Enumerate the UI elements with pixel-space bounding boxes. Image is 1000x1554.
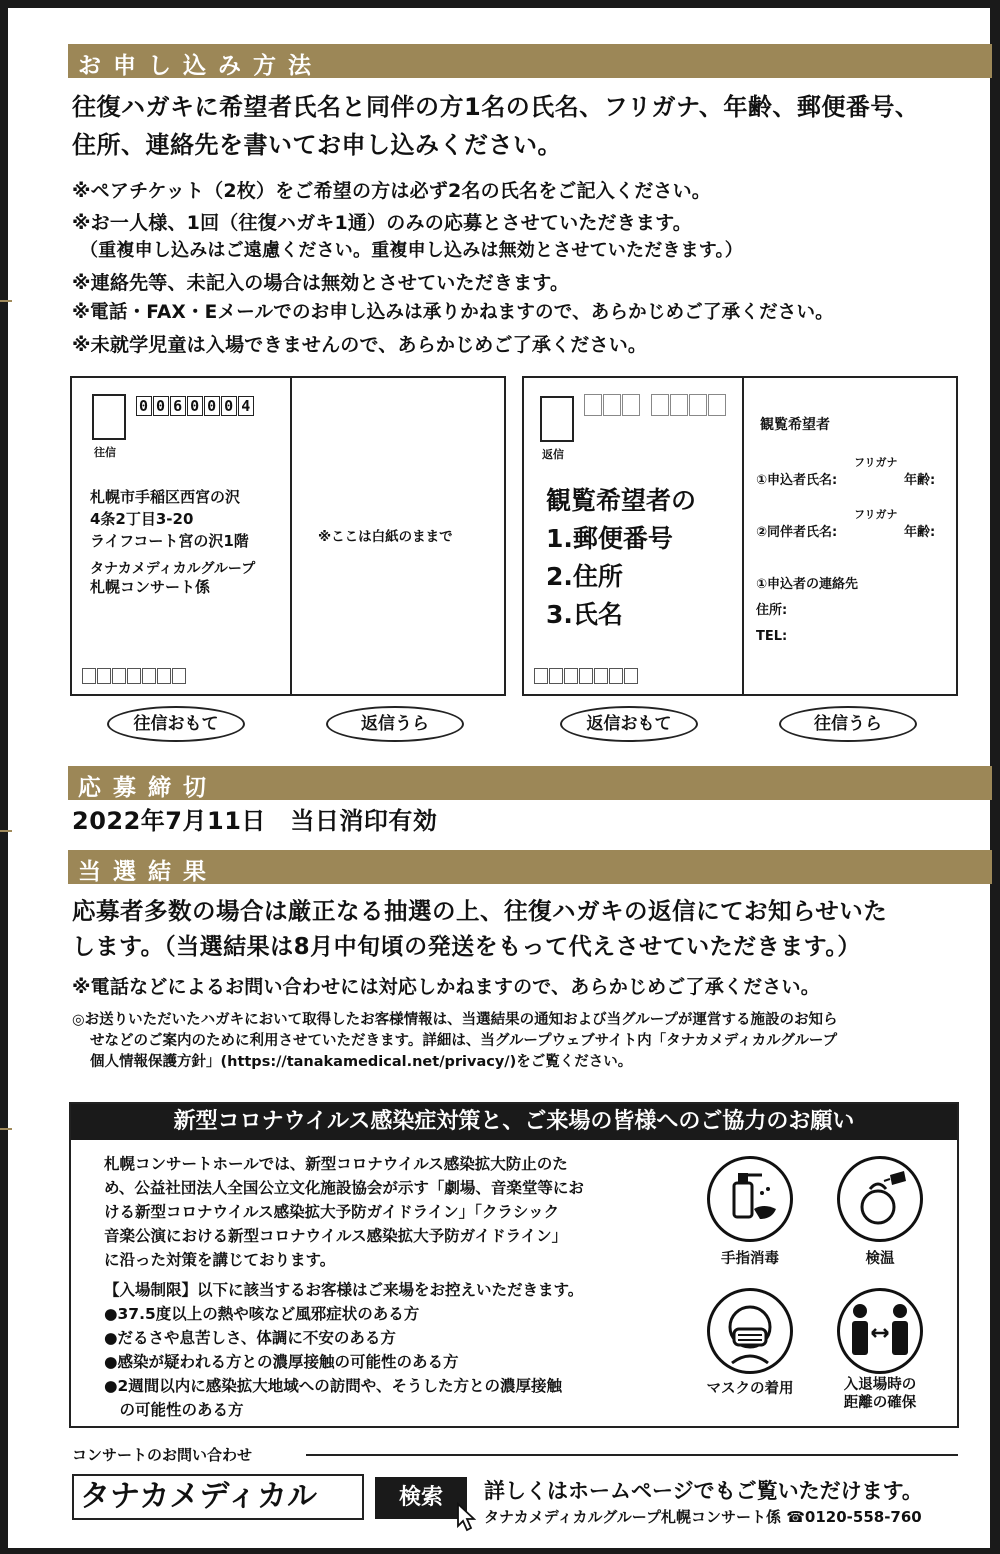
- card-divider: [742, 378, 744, 694]
- address-line: 4条2丁目3-20: [90, 510, 194, 528]
- section-bar-deadline: [68, 766, 992, 800]
- covid-restriction-line: 【入場制限】以下に該当するお客様はご来場をお控えいただきます。: [104, 1281, 584, 1299]
- apply-note: ※連絡先等、未記入の場合は無効とさせていただきます。: [72, 272, 570, 294]
- furigana-label: フリガナ: [854, 508, 898, 521]
- apply-lead-line1: 往復ハガキに希望者氏名と同伴の方1名の氏名、フリガナ、年齢、郵便番号、: [72, 93, 920, 121]
- apply-note: ※電話・FAX・Eメールでのお申し込みは承りかねますので、あらかじめご了承ください。: [72, 302, 834, 323]
- form-title: 観覧希望者: [760, 417, 830, 433]
- card-side-label: 返信おもて: [560, 706, 698, 742]
- frame-left: [0, 0, 8, 1554]
- postal-digit: 0: [153, 396, 169, 416]
- stamp-box: [540, 396, 574, 442]
- card-side-label: 返信うら: [326, 706, 464, 742]
- postal-digit: 0: [187, 396, 203, 416]
- recipient-line: タナカメディカルグループ: [90, 561, 256, 577]
- card-side-label: 往信おもて: [107, 706, 245, 742]
- reply-instruction: 観覧希望者の: [546, 486, 697, 515]
- apply-note: ※お一人様、1回（往復ハガキ1通）のみの応募とさせていただきます。: [72, 212, 692, 234]
- age-label: 年齢:: [904, 473, 936, 488]
- companion-name-label: ②同伴者氏名:: [756, 525, 838, 540]
- stamp-label: 返信: [542, 448, 564, 461]
- covid-intro-line: ける新型コロナウイルス感染拡大予防ガイドライン」「クラシック: [104, 1203, 560, 1221]
- homepage-text: 詳しくはホームページでもご覧いただけます。: [484, 1479, 923, 1503]
- icon-label: 距離の確保: [843, 1395, 917, 1411]
- frame-top: [0, 0, 1000, 8]
- tel-label: TEL:: [756, 629, 788, 644]
- stamp-box: [92, 394, 126, 440]
- result-note: ※電話などによるお問い合わせには対応しかねますので、あらかじめご了承ください。: [72, 976, 820, 998]
- contact-phone: タナカメディカルグループ札幌コンサート係 ☎0120-558-760: [484, 1508, 922, 1526]
- icon-label: マスクの着用: [706, 1381, 794, 1397]
- section-heading-apply: お申し込み方法: [78, 53, 323, 79]
- postal-digit: 0: [204, 396, 220, 416]
- covid-restriction-line: ●だるさや息苦しさ、体調に不安のある方: [104, 1329, 396, 1347]
- address-line: ライフコート宮の沢1階: [90, 532, 249, 550]
- search-input[interactable]: タナカメディカル: [72, 1474, 364, 1520]
- edge-mark: [0, 1128, 12, 1130]
- reply-instruction: 3.氏名: [546, 600, 623, 629]
- covid-title: 新型コロナウイルス感染症対策と、ご来場の皆様へのご協力のお願い: [71, 1104, 957, 1140]
- covid-restriction-line: の可能性のある方: [104, 1401, 244, 1419]
- covid-notice-box: [69, 1102, 959, 1428]
- covid-intro-line: に沿った対策を講じております。: [104, 1251, 336, 1269]
- icon-label: 検温: [865, 1251, 895, 1267]
- apply-note: ※ペアチケット（2枚）をご希望の方は必ず2名の氏名をご記入ください。: [72, 180, 712, 202]
- furigana-label: フリガナ: [854, 456, 898, 469]
- icon-label: 入退場時の: [843, 1377, 917, 1393]
- postal-code-boxes: [584, 394, 727, 420]
- postal-digit: 0: [221, 396, 237, 416]
- covid-intro-line: 音楽公演における新型コロナウイルス感染拡大予防ガイドライン」: [104, 1227, 568, 1245]
- postal-code-boxes: [136, 396, 255, 416]
- privacy-line: せなどのご案内のために利用させていただきます。詳細は、当グループウェブサイト内「タナカメディカルグループ: [90, 1033, 838, 1049]
- edge-mark: [0, 830, 12, 832]
- search-button[interactable]: 検索: [375, 1477, 467, 1519]
- result-line2: します。（当選結果は8月中旬頃の発送をもって代えさせていただきます。）: [72, 934, 861, 960]
- sender-postal-boxes: [534, 668, 639, 688]
- covid-restriction-line: ●感染が疑われる方との濃厚接触の可能性のある方: [104, 1353, 459, 1371]
- postcard-reply: [522, 376, 958, 696]
- covid-intro-line: 札幌コンサートホールでは、新型コロナウイルス感染拡大防止のた: [104, 1155, 568, 1173]
- covid-intro-line: め、公益社団法人全国公立文化施設協会が示す「劇場、音楽堂等にお: [104, 1179, 584, 1197]
- address-label: 住所:: [756, 603, 788, 618]
- frame-bottom: [0, 1548, 1000, 1554]
- reply-instruction: 2.住所: [546, 562, 623, 591]
- inquiry-rule: [306, 1454, 958, 1456]
- distance-icon: [837, 1288, 923, 1374]
- apply-lead-line2: 住所、連絡先を書いてお申し込みください。: [72, 131, 562, 159]
- icon-label: 手指消毒: [721, 1251, 779, 1267]
- postcard-outgoing: [70, 376, 506, 696]
- section-heading-result: 当選結果: [78, 859, 218, 885]
- card-divider: [290, 378, 292, 694]
- apply-note: ※未就学児童は入場できませんので、あらかじめご了承ください。: [72, 334, 648, 356]
- reply-instruction: 1.郵便番号: [546, 524, 673, 553]
- section-heading-deadline: 応募締切: [78, 775, 218, 801]
- card-side-label: 往信うら: [779, 706, 917, 742]
- contact-heading: ①申込者の連絡先: [756, 577, 859, 592]
- applicant-name-label: ①申込者氏名:: [756, 473, 838, 488]
- address-line: 札幌市手稲区西宮の沢: [90, 488, 241, 506]
- privacy-line: 個人情報保護方針」(https://tanakamedical.net/privacy/)をご覧ください。: [90, 1054, 633, 1070]
- mouse-cursor-icon: [456, 1502, 476, 1532]
- deadline-text: 2022年7月11日 当日消印有効: [72, 807, 438, 835]
- section-bar-result: [68, 850, 992, 884]
- postal-digit: 4: [238, 396, 254, 416]
- thermometer-icon: [837, 1156, 923, 1242]
- covid-restriction-line: ●2週間以内に感染拡大地域への訪問や、そうした方との濃厚接触: [104, 1377, 563, 1395]
- edge-mark: [0, 300, 12, 302]
- section-bar-apply: [68, 44, 992, 78]
- privacy-line: ◎お送りいただいたハガキにおいて取得したお客様情報は、当選結果の通知および当グループが運営する施設のお知ら: [72, 1012, 838, 1028]
- postal-digit: 0: [136, 396, 152, 416]
- postal-digit: 6: [170, 396, 186, 416]
- result-line1: 応募者多数の場合は厳正なる抽選の上、往復ハガキの返信にてお知らせいた: [72, 897, 888, 925]
- hand-sanitizer-icon: [707, 1156, 793, 1242]
- blank-note: ※ここは白紙のままで: [318, 529, 453, 545]
- sender-postal-boxes: [82, 668, 187, 688]
- age-label: 年齢:: [904, 525, 936, 540]
- recipient-line: 札幌コンサート係: [90, 578, 211, 596]
- stamp-label: 往信: [94, 446, 116, 459]
- covid-restriction-line: ●37.5度以上の熱や咳など風邪症状のある方: [104, 1305, 420, 1323]
- mask-icon: [707, 1288, 793, 1374]
- inquiry-label: コンサートのお問い合わせ: [72, 1446, 253, 1464]
- apply-note: （重複申し込みはご遠慮ください。重複申し込みは無効とさせていただきます。）: [80, 240, 743, 261]
